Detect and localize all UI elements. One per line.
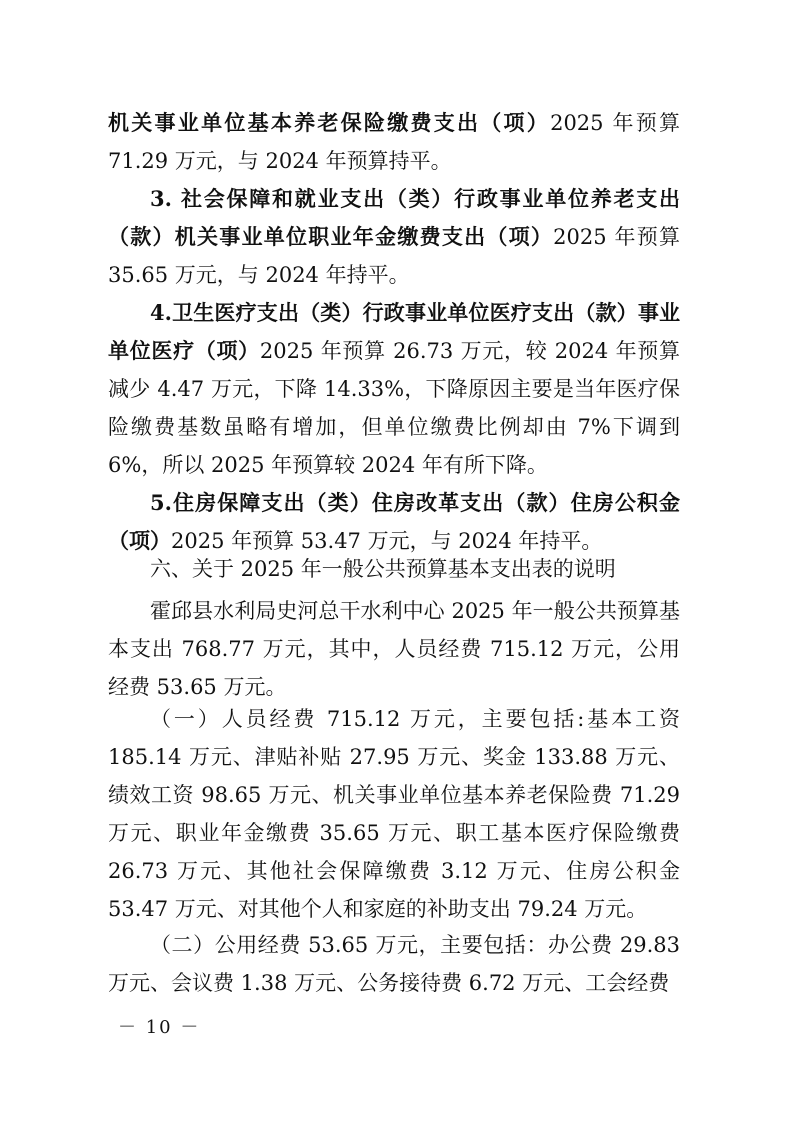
section-heading-6: 六、关于 2025 年一般公共预算基本支出表的说明 (150, 557, 616, 581)
paragraph-text: 霍邱县水利局史河总干水利中心 2025 年一般公共预算基本支出 768.77 万元，其中，人员经费 715.12 万元，公用经费 53.65 万元。 (108, 599, 680, 699)
paragraph-text: （二）公用经费 53.65 万元，主要包括：办公费 29.83 万元、会议费 1.38 万元、公务接待费 6.72 万元、工会经费 (108, 933, 680, 995)
page-number: － 10 － (118, 1017, 201, 1038)
item-text: 2025 年预算 26.73 万元，较 2024 年预算减少 4.47 万元，下降 14.33%，下降原因主要是当年医疗保险缴费基数虽略有增加，但单位缴费比例却由 7%下调到 6%，所以 2025 年预算较 2024 年有所下降。 (108, 339, 680, 477)
item-text: 2025 年预算 53.47 万元，与 2024 年持平。 (171, 529, 603, 553)
item-title: 5.住房保障支出（类）住房改革支出（款）住房公积金（项） (108, 490, 680, 553)
item-text: 2025 年预算 71.29 万元，与 2024 年预算持平。 (108, 111, 680, 173)
item-text: 2025 年预算 35.65 万元，与 2024 年持平。 (108, 225, 680, 287)
item-title: 机关事业单位基本养老保险缴费支出（项） (108, 110, 551, 135)
paragraph-medical (108, 294, 680, 484)
paragraph-pension-insurance (108, 104, 680, 180)
item-title: 3. 社会保障和就业支出（类）行政事业单位养老支出（款）机关事业单位职业年金缴费支出（项） (108, 186, 680, 249)
paragraph-basic-expenditure (108, 592, 680, 706)
paragraph-public-expenses (108, 926, 680, 1002)
paragraph-housing-fund (108, 484, 680, 560)
paragraph-text: （一）人员经费 715.12 万元，主要包括:基本工资 185.14 万元、津贴补贴 27.95 万元、奖金 133.88 万元、绩效工资 98.65 万元、机关事业单位基本养老保险费 71.29 万元、职业年金缴费 35.65 万元、职工基本医疗保险缴费 26.73 万元、其他社会保障缴费 3.12 万元、住房公积金 53.47 万元、对其他个人和家庭的补助支出 79.24 万元。 (108, 707, 680, 921)
paragraph-occupational-annuity (108, 180, 680, 294)
paragraph-personnel-expenses (108, 700, 680, 928)
item-title: 4.卫生医疗支出（类）行政事业单位医疗支出（款）事业单位医疗（项） (108, 300, 680, 363)
